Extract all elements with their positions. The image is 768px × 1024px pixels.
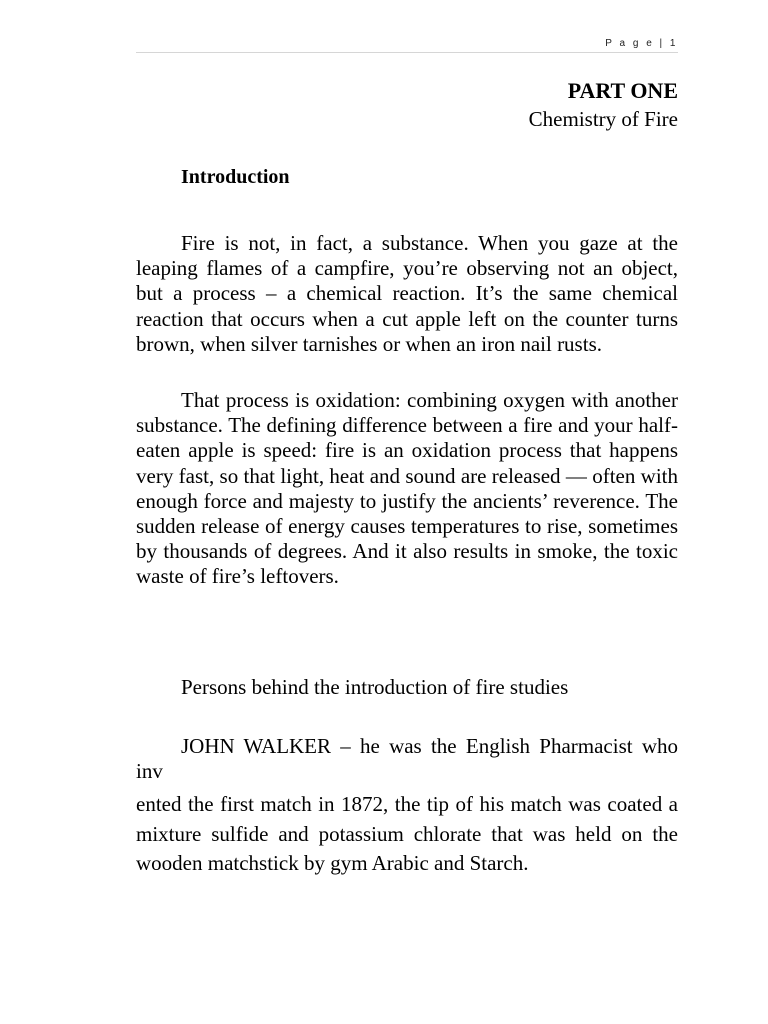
part-subtitle: Chemistry of Fire: [528, 107, 678, 131]
paragraph-john-walker-continued: ented the first match in 1872, the tip of his match was coated a mixture sulfide and potassium chlorate that was held on the wooden matchstick by gym Arabic and Starch.: [136, 792, 678, 875]
page-number-label: P a g e | 1: [605, 38, 678, 49]
section-heading: Introduction: [181, 166, 290, 188]
paragraph-john-walker: JOHN WALKER – he was the English Pharmacist who inv: [136, 734, 678, 784]
paragraph-oxidation: That process is oxidation: combining oxygen with another substance. The defining difference between a fire and your half-eaten apple is speed: fire is an oxidation process that happens very fast, so that light, heat and sound are released — often with enough force and majesty to justify the ancients’ reverence. The sudden release of energy causes temperatures to rise, sometimes by thousands of degrees. And it also results in smoke, the toxic waste of fire’s leftovers.: [136, 388, 678, 589]
paragraph-persons-heading: Persons behind the introduction of fire studies: [181, 675, 569, 699]
page-header: [136, 36, 678, 53]
part-title: PART ONE: [567, 78, 678, 103]
paragraph-intro: Fire is not, in fact, a substance. When you gaze at the leaping flames of a campfire, you’re observing not an object, but a process – a chemical reaction. It’s the same chemical reaction that occurs when a cut apple left on the counter turns brown, when silver tarnishes or when an iron nail rusts.: [136, 231, 678, 356]
